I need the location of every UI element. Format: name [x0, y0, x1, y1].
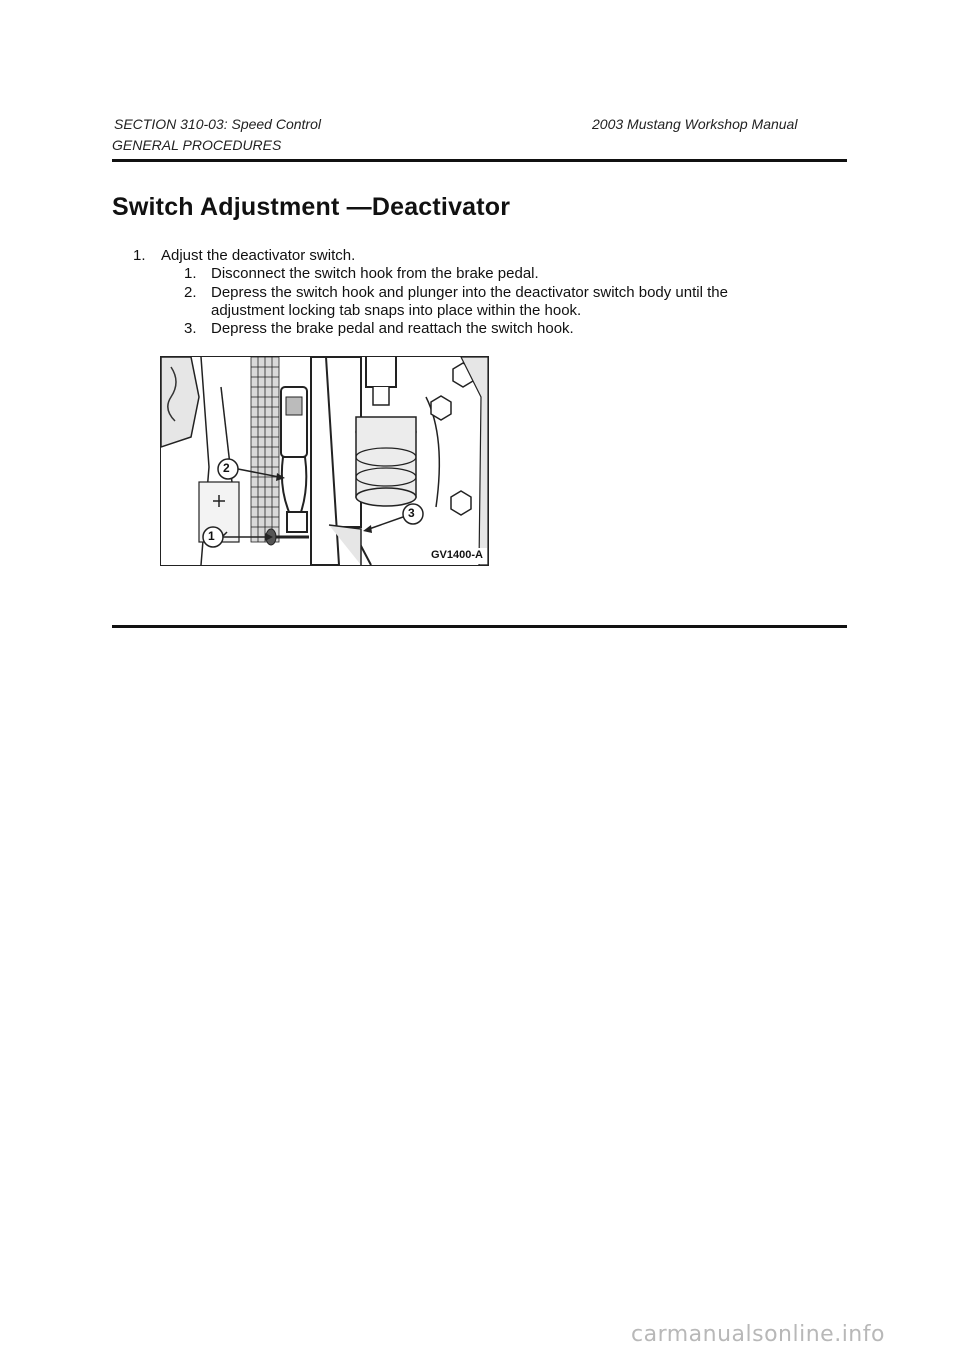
substep-text: Disconnect the switch hook from the brake pedal. [211, 265, 539, 282]
substep-text: Depress the brake pedal and reattach the switch hook. [211, 320, 574, 337]
step-number: 1. [133, 247, 146, 264]
wire-harness [251, 357, 279, 542]
substep-number: 1. [184, 265, 197, 282]
callout-label-3: 3 [408, 506, 415, 520]
watermark: carmanualsonline.info [631, 1322, 885, 1347]
figure-code: GV1400-A [431, 549, 483, 561]
header-section: SECTION 310-03: Speed Control [114, 116, 321, 132]
header-subsection: GENERAL PROCEDURES [112, 137, 282, 153]
callout-label-1: 1 [208, 529, 215, 543]
deactivator-switch-figure [160, 356, 489, 566]
page-title: Switch Adjustment —Deactivator [112, 193, 511, 221]
header-manual-title: 2003 Mustang Workshop Manual [592, 116, 798, 132]
header-divider [112, 159, 847, 162]
footer-divider [112, 625, 847, 628]
substep-text-line-1: Depress the switch hook and plunger into the deactivator switch body until the [211, 284, 728, 301]
step-text: Adjust the deactivator switch. [161, 247, 356, 264]
substep-text-line-2: adjustment locking tab snaps into place within the hook. [211, 302, 582, 319]
substep-number: 2. [184, 284, 197, 301]
callout-label-2: 2 [223, 461, 230, 475]
substep-number: 3. [184, 320, 197, 337]
